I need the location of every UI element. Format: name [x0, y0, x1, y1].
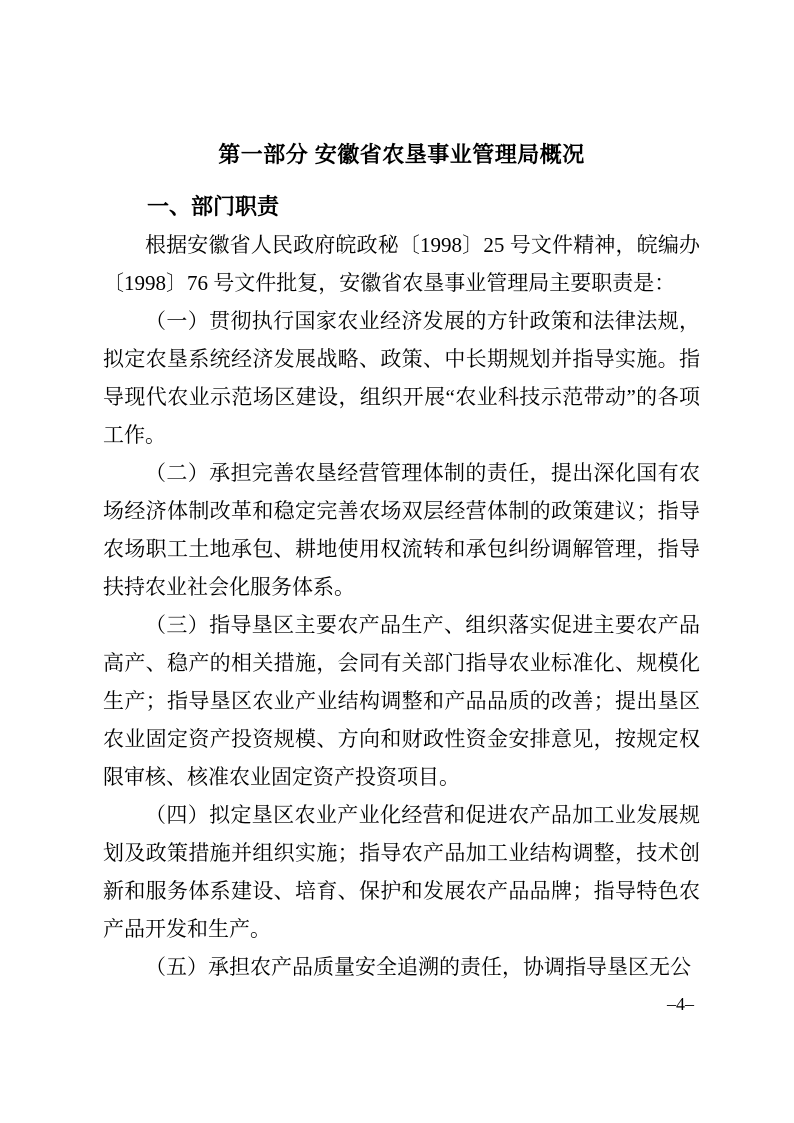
document-content [103, 142, 700, 986]
paragraph-item-3: （三）指导垦区主要农产品生产、组织落实促进主要农产品高产、稳产的相关措施，会同有关部门指导农业标准化、规模化生产；指导垦区农业产业结构调整和产品品质的改善；提出垦区农业固定资产投资规模、方向和财政性资金安排意见，按规定权限审核、核准农业固定资产投资项目。 [103, 613, 700, 789]
document-title: 第一部分 安徽省农垦事业管理局概况 [218, 142, 585, 167]
paragraph-item-4: （四）拟定垦区农业产业化经营和促进农产品加工业发展规划及政策措施并组织实施；指导农产品加工业结构调整，技术创新和服务体系建设、培育、保护和发展农产品品牌；指导特色农产品开发和生产。 [103, 803, 700, 941]
page-number: –4– [667, 994, 694, 1014]
section-heading: 一、部门职责 [147, 194, 280, 219]
paragraph-item-5-partial: （五）承担农产品质量安全追溯的责任，协调指导垦区无公 [145, 955, 691, 979]
paragraph-intro: 根据安徽省人民政府皖政秘〔1998〕25 号文件精神，皖编办〔1998〕76 号文件批复，安徽省农垦事业管理局主要职责是： [103, 233, 700, 295]
paragraph-item-1: （一）贯彻执行国家农业经济发展的方针政策和法律法规，拟定农垦系统经济发展战略、政策、中长期规划并指导实施。指导现代农业示范场区建设，组织开展“农业科技示范带动”的各项工作。 [103, 309, 700, 447]
paragraph-item-2: （二）承担完善农垦经营管理体制的责任，提出深化国有农场经济体制改革和稳定完善农场双层经营体制的政策建议；指导农场职工土地承包、耕地使用权流转和承包纠纷调解管理，指导扶持农业社会化服务体系。 [103, 461, 700, 599]
